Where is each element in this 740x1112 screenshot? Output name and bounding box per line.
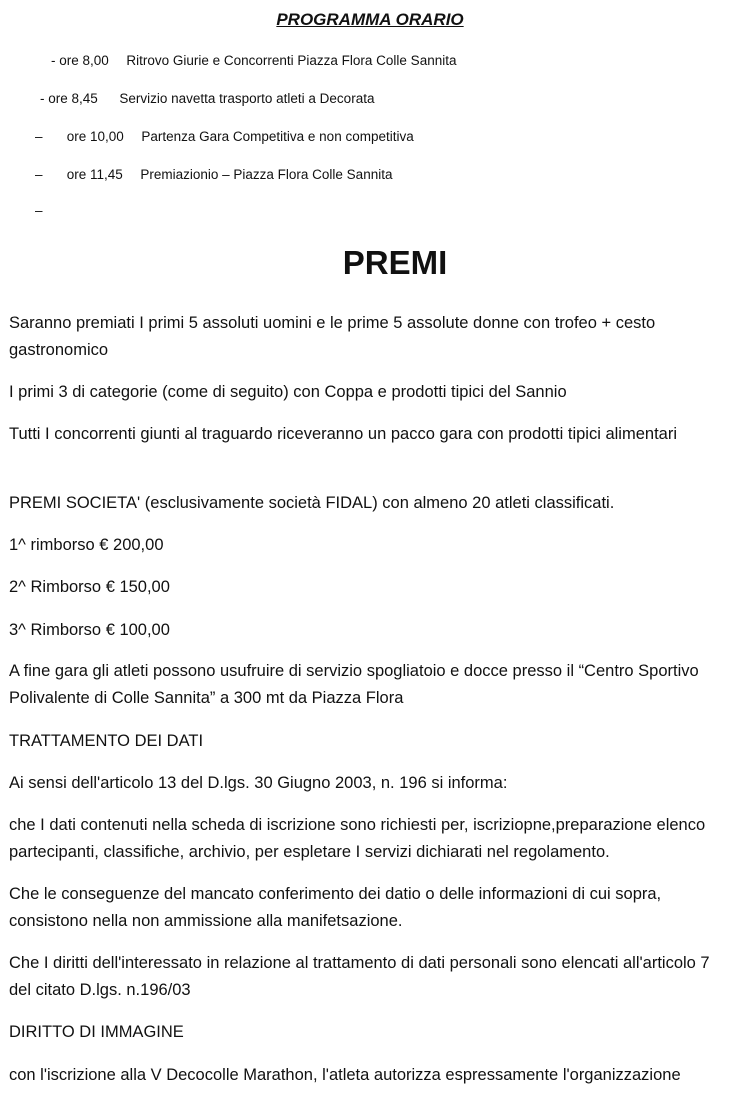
schedule-item xyxy=(35,203,43,218)
paragraph: Tutti I concorrenti giunti al traguardo riceveranno un pacco gara con prodotti tipici alimentari xyxy=(9,425,677,443)
paragraph: Saranno premiati I primi 5 assoluti uomini e le prime 5 assolute donne con trofeo + cesto gastronomico xyxy=(9,314,656,359)
schedule-dash: – xyxy=(35,167,43,182)
paragraph: 2^ Rimborso € 150,00 xyxy=(9,578,170,596)
paragraph: Ai sensi dell'articolo 13 del D.lgs. 30 Giugno 2003, n. 196 si informa: xyxy=(9,774,508,792)
schedule-item xyxy=(40,91,374,106)
paragraph: A fine gara gli atleti possono usufruire di servizio spogliatoio e docce presso il “Centro Sportivo Polivalente di Colle Sannita” a 300 mt da Piazza Flora xyxy=(9,662,699,707)
paragraph: Che I diritti dell'interessato in relazione al trattamento di dati personali sono elencati all'articolo 7 del citato D.lgs. n.196/03 xyxy=(9,954,710,999)
paragraph: DIRITTO DI IMMAGINE xyxy=(9,1023,184,1041)
page-title: PROGRAMMA ORARIO xyxy=(276,10,464,29)
paragraph: TRATTAMENTO DEI DATI xyxy=(9,732,204,750)
schedule-item xyxy=(35,167,392,182)
schedule-text: Ritrovo Giurie e Concorrenti Piazza Flora Colle Sannita xyxy=(126,53,457,68)
schedule-time: - ore 8,45 xyxy=(40,91,98,106)
paragraph: I primi 3 di categorie (come di seguito) con Coppa e prodotti tipici del Sannio xyxy=(9,383,567,401)
schedule-text: Premiazionio – Piazza Flora Colle Sannita xyxy=(140,167,393,182)
schedule-item xyxy=(35,129,414,144)
schedule-text: Servizio navetta trasporto atleti a Decorata xyxy=(119,91,375,106)
paragraph: PREMI SOCIETA' (esclusivamente società FIDAL) con almeno 20 atleti classificati. xyxy=(9,494,615,512)
paragraph: con l'iscrizione alla V Decocolle Marathon, l'atleta autorizza espressamente l'organizzazione xyxy=(9,1066,681,1084)
schedule-dash: – xyxy=(35,129,43,144)
schedule-time: - ore 8,00 xyxy=(51,53,109,68)
paragraph: 1^ rimborso € 200,00 xyxy=(9,536,164,554)
schedule-item xyxy=(51,53,456,68)
section-heading: PREMI xyxy=(342,244,448,281)
schedule-time: ore 10,00 xyxy=(66,129,124,144)
schedule-time: ore 11,45 xyxy=(66,167,123,182)
paragraph: Che le conseguenze del mancato conferimento dei datio o delle informazioni di cui sopra, consistono nella non ammissione alla manifetsazione. xyxy=(9,885,662,930)
paragraph: 3^ Rimborso € 100,00 xyxy=(9,621,170,639)
schedule-text: Partenza Gara Competitiva e non competitiva xyxy=(141,129,414,144)
schedule-dash: – xyxy=(35,203,43,218)
paragraph: che I dati contenuti nella scheda di iscrizione sono richiesti per, iscriziopne,preparazione elenco partecipanti, classifiche, archivio, per espletare I servizi dichiarati nel regolamento. xyxy=(9,816,706,861)
